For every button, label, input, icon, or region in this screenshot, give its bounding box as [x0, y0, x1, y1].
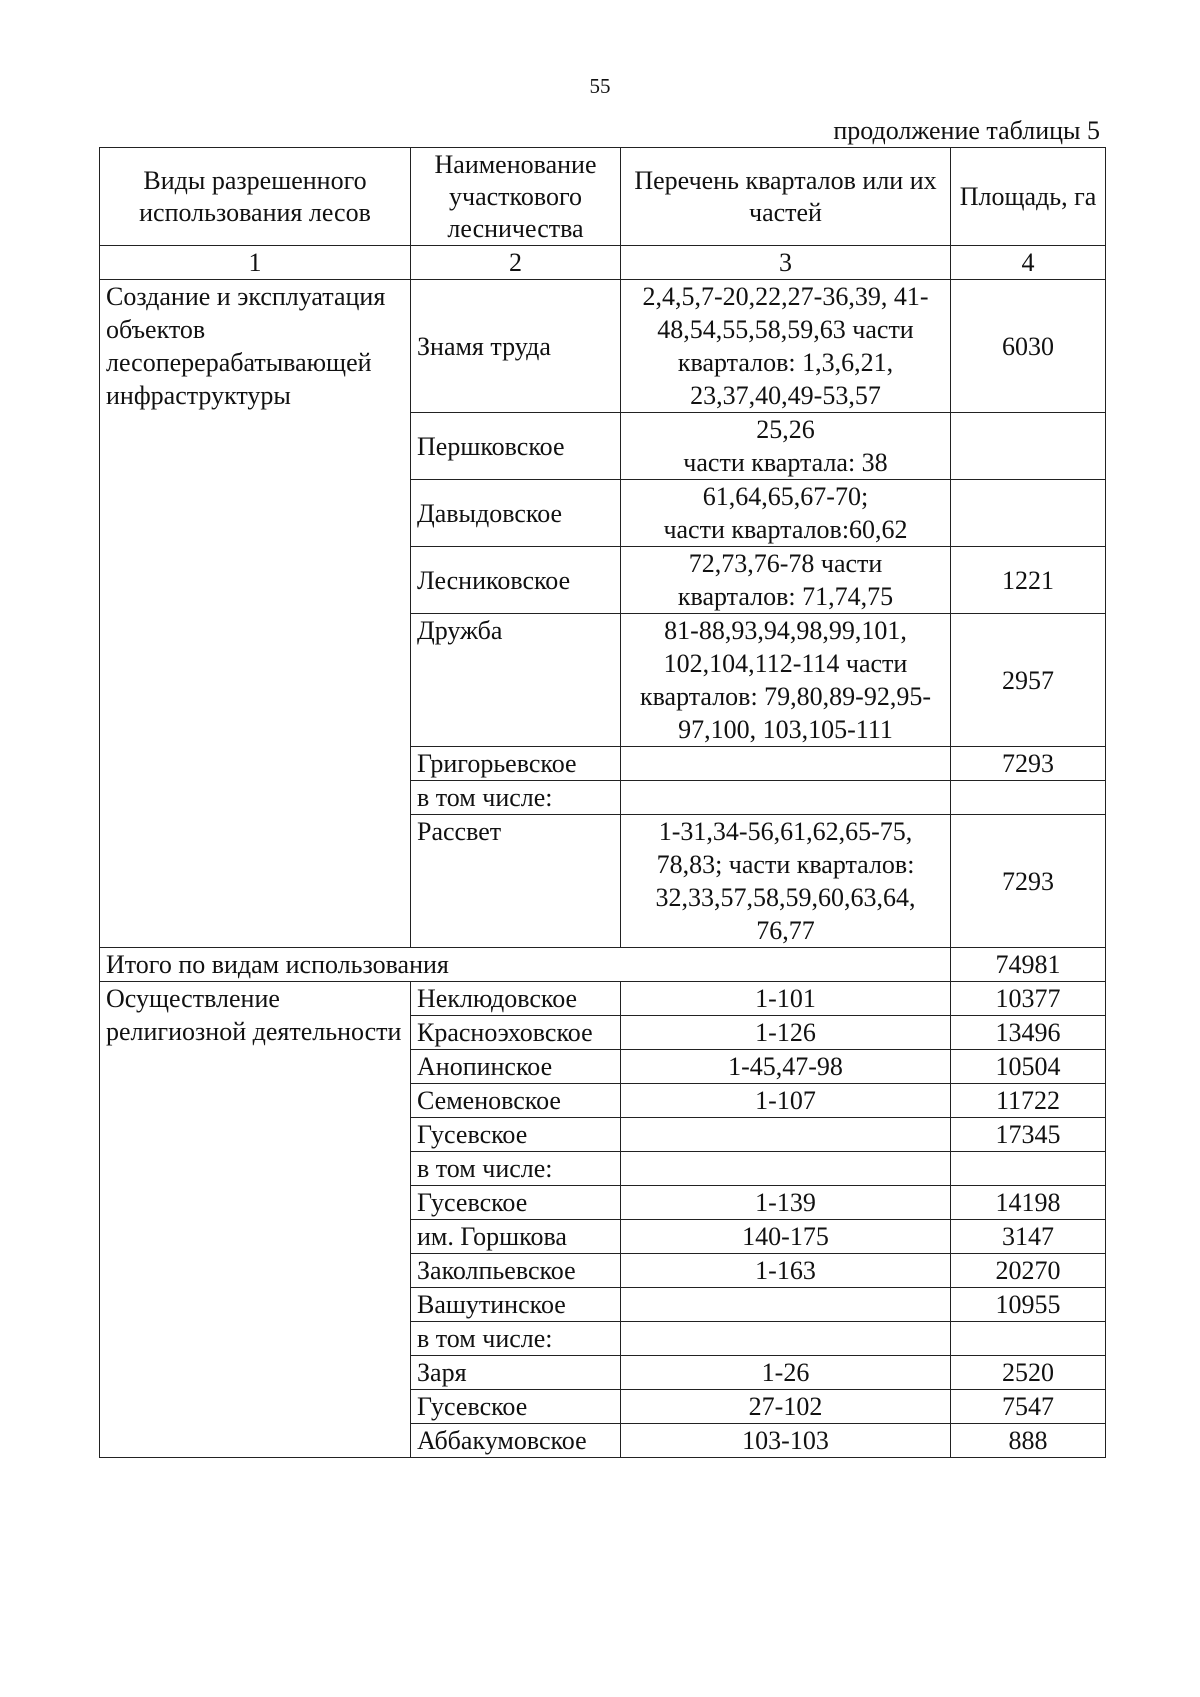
quarters-line: части кварталов:60,62: [663, 515, 908, 544]
forestry-cell: Анопинское: [411, 1050, 621, 1084]
header-area: Площадь, га: [951, 148, 1106, 246]
table-row: [100, 982, 1106, 1016]
column-number: 4: [951, 246, 1106, 280]
forestry-cell: Вашутинское: [411, 1288, 621, 1322]
table-row: [100, 280, 1106, 413]
forestry-cell: Заря: [411, 1356, 621, 1390]
quarters-cell: 1-26: [621, 1356, 951, 1390]
quarters-line: части квартала: 38: [683, 448, 888, 477]
table-continuation-label: продолжение таблицы 5: [833, 116, 1100, 145]
header-quarters-list: Перечень кварталов или их частей: [621, 148, 951, 246]
quarters-cell: [621, 1322, 951, 1356]
total-label: Итого по видам использования: [100, 948, 951, 982]
quarters-cell: [621, 781, 951, 815]
quarters-cell: 140-175: [621, 1220, 951, 1254]
use-type-cell: Создание и эксплуатация объектов лесоперерабатывающей инфраструктуры: [100, 280, 411, 948]
quarters-cell: 1-126: [621, 1016, 951, 1050]
area-cell: 14198: [951, 1186, 1106, 1220]
area-cell: 7293: [951, 815, 1106, 948]
quarters-cell: [621, 1152, 951, 1186]
area-cell: 13496: [951, 1016, 1106, 1050]
forestry-cell: Красноэховское: [411, 1016, 621, 1050]
forestry-cell: Гусевское: [411, 1390, 621, 1424]
area-cell: 3147: [951, 1220, 1106, 1254]
forestry-cell: в том числе:: [411, 781, 621, 815]
quarters-cell: [621, 413, 951, 480]
column-number: 1: [100, 246, 411, 280]
area-cell: 2957: [951, 614, 1106, 747]
area-cell: 888: [951, 1424, 1106, 1458]
area-cell: 11722: [951, 1084, 1106, 1118]
forestry-cell: Семеновское: [411, 1084, 621, 1118]
quarters-cell: [621, 480, 951, 547]
column-number-row: [100, 246, 1106, 280]
forestry-cell: в том числе:: [411, 1152, 621, 1186]
quarters-cell: 81-88,93,94,98,99,101, 102,104,112-114 части кварталов: 79,80,89-92,95-97,100, 103,105-111: [621, 614, 951, 747]
forest-use-table: [99, 147, 1106, 1458]
area-cell: [951, 413, 1106, 480]
area-cell: 2520: [951, 1356, 1106, 1390]
table-header-row: [100, 148, 1106, 246]
area-cell: 7293: [951, 747, 1106, 781]
area-cell: [951, 1152, 1106, 1186]
area-cell: [951, 1322, 1106, 1356]
quarters-cell: 1-139: [621, 1186, 951, 1220]
quarters-cell: 1-31,34-56,61,62,65-75, 78,83; части кварталов: 32,33,57,58,59,60,63,64, 76,77: [621, 815, 951, 948]
quarters-cell: 1-101: [621, 982, 951, 1016]
total-row: [100, 948, 1106, 982]
area-cell: 10955: [951, 1288, 1106, 1322]
total-area: 74981: [951, 948, 1106, 982]
forestry-cell: им. Горшкова: [411, 1220, 621, 1254]
forestry-cell: Аббакумовское: [411, 1424, 621, 1458]
area-cell: [951, 480, 1106, 547]
header-use-type: Виды разрешенного использования лесов: [100, 148, 411, 246]
header-forestry-name: Наименование участкового лесничества: [411, 148, 621, 246]
forestry-cell: Заколпьевское: [411, 1254, 621, 1288]
area-cell: 6030: [951, 280, 1106, 413]
forestry-cell: Неклюдовское: [411, 982, 621, 1016]
column-number: 3: [621, 246, 951, 280]
forestry-cell: Давыдовское: [411, 480, 621, 547]
forestry-cell: Знамя труда: [411, 280, 621, 413]
page-number: 55: [589, 74, 611, 98]
area-cell: [951, 781, 1106, 815]
forestry-cell: Рассвет: [411, 815, 621, 948]
quarters-cell: 1-45,47-98: [621, 1050, 951, 1084]
quarters-cell: 2,4,5,7-20,22,27-36,39, 41-48,54,55,58,59,63 части кварталов: 1,3,6,21, 23,37,40,49-53,57: [621, 280, 951, 413]
forestry-cell: Лесниковское: [411, 547, 621, 614]
forestry-cell: Першковское: [411, 413, 621, 480]
area-cell: 10377: [951, 982, 1106, 1016]
use-type-cell: Осуществление религиозной деятельности: [100, 982, 411, 1458]
quarters-cell: 72,73,76-78 части кварталов: 71,74,75: [621, 547, 951, 614]
forestry-cell: Гусевское: [411, 1118, 621, 1152]
forestry-cell: Гусевское: [411, 1186, 621, 1220]
quarters-cell: [621, 1288, 951, 1322]
quarters-cell: [621, 747, 951, 781]
quarters-line: 25,26: [756, 415, 815, 444]
forestry-cell: Григорьевское: [411, 747, 621, 781]
area-cell: 10504: [951, 1050, 1106, 1084]
quarters-line: 61,64,65,67-70;: [702, 482, 869, 511]
quarters-cell: 27-102: [621, 1390, 951, 1424]
quarters-cell: [621, 1118, 951, 1152]
area-cell: 7547: [951, 1390, 1106, 1424]
forestry-cell: в том числе:: [411, 1322, 621, 1356]
area-cell: 1221: [951, 547, 1106, 614]
forestry-cell: Дружба: [411, 614, 621, 747]
column-number: 2: [411, 246, 621, 280]
area-cell: 20270: [951, 1254, 1106, 1288]
quarters-cell: 1-107: [621, 1084, 951, 1118]
quarters-cell: 1-163: [621, 1254, 951, 1288]
quarters-cell: 103-103: [621, 1424, 951, 1458]
area-cell: 17345: [951, 1118, 1106, 1152]
